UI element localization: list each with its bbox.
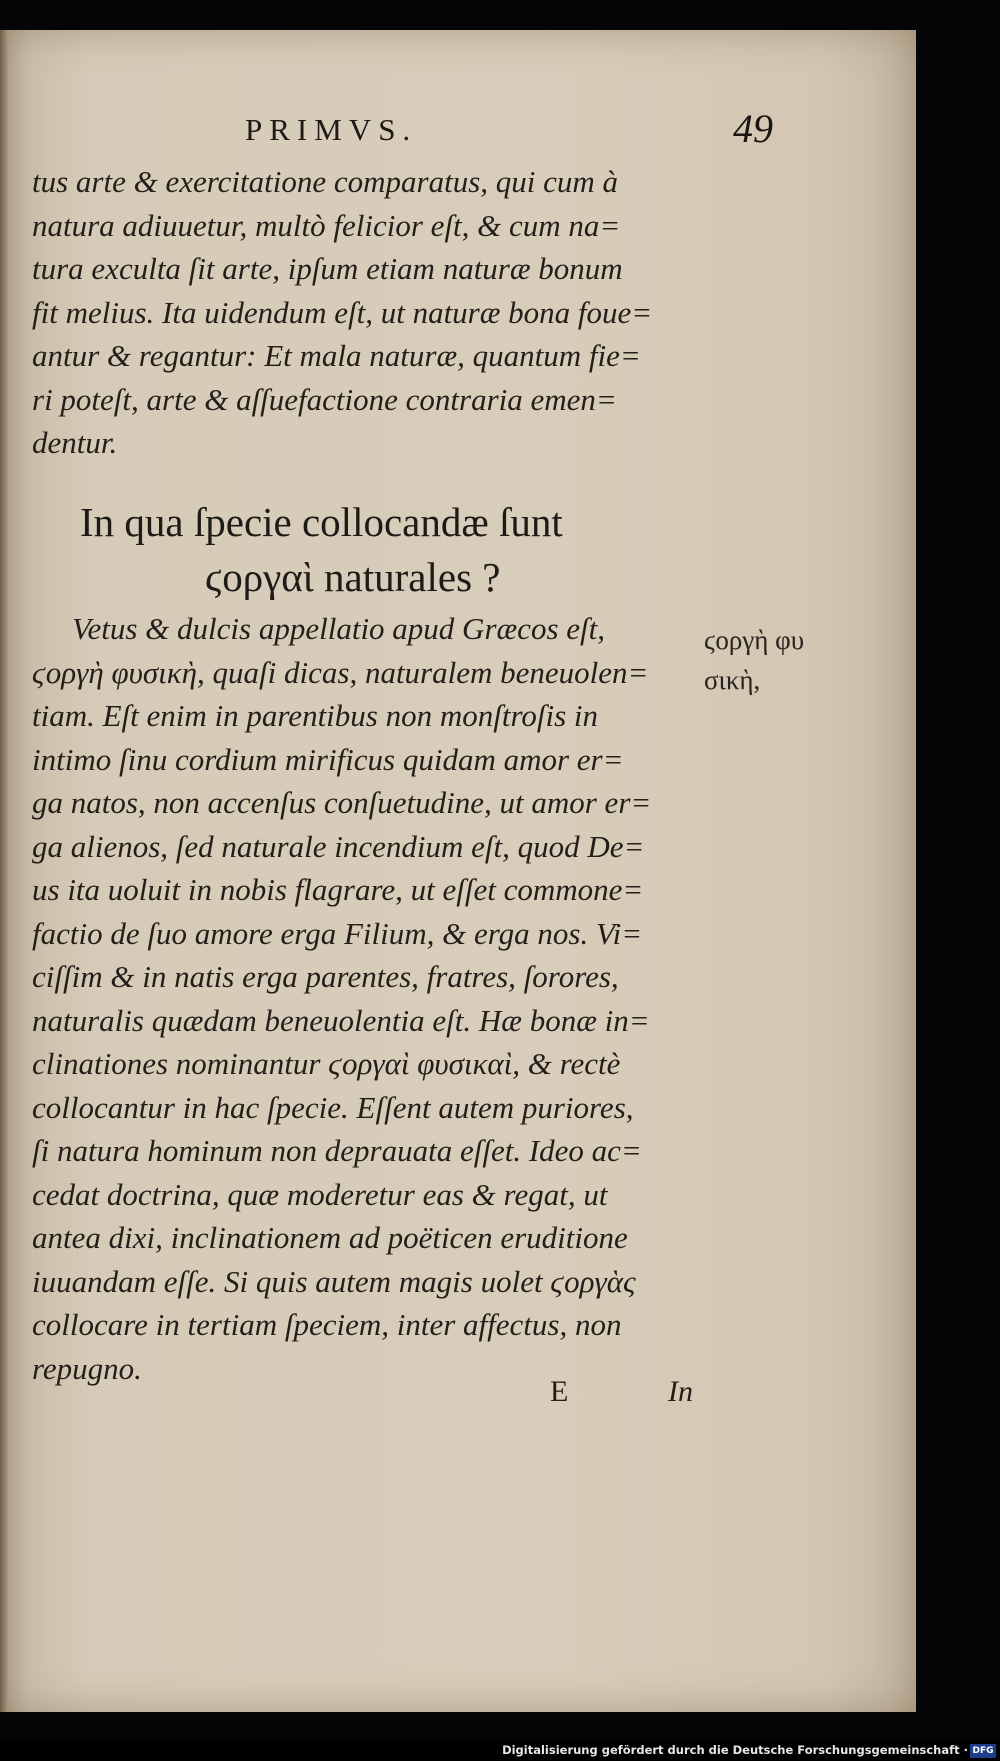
page-gutter-edge xyxy=(0,30,8,1712)
text-line: iuuandam eſſe. Si quis autem magis uolet ϛοργὰς xyxy=(32,1263,636,1299)
signature-mark: E xyxy=(550,1375,569,1408)
marginal-line: ϛοργὴ φυ xyxy=(704,625,805,655)
text-line: antur & regantur: Et mala naturæ, quantum fie= xyxy=(32,338,641,373)
text-line: ga natos, non accenſus conſuetudine, ut amor er= xyxy=(32,785,652,820)
text-line: tura exculta ſit arte, ipſum etiam naturæ bonum xyxy=(32,251,623,286)
page-number: 49 xyxy=(733,106,773,151)
text-line: ciſſim & in natis erga parentes, fratres, ſorores, xyxy=(32,959,619,994)
text-line: tiam. Eſt enim in parentibus non monſtroſis in xyxy=(32,698,599,733)
text-line: ſi natura hominum non deprauata eſſet. Ideo ac= xyxy=(32,1133,642,1168)
text-line: ga alienos, ſed naturale incendium eſt, quod De= xyxy=(32,828,645,864)
marginal-note xyxy=(704,620,904,700)
heading-line: In qua ſpecie collocandæ ſunt xyxy=(80,499,563,545)
text-line: collocantur in hac ſpecie. Eſſent autem puriores, xyxy=(32,1089,634,1125)
running-head: PRIMVS. xyxy=(245,112,418,147)
footer-bar xyxy=(0,1741,1000,1761)
catchword: In xyxy=(668,1375,693,1408)
text-line: naturalis quædam beneuolentia eſt. Hæ bonæ in= xyxy=(32,1002,650,1038)
section-heading xyxy=(80,495,680,605)
heading-line: ϛοργαὶ naturales ? xyxy=(205,554,501,600)
text-line: intimo ſinu cordium mirificus quidam amor er= xyxy=(32,741,624,777)
text-line: factio de ſuo amore erga Filium, & erga nos. Vi= xyxy=(32,915,643,951)
text-line: antea dixi, inclinationem ad poëticen eruditione xyxy=(32,1220,628,1255)
dfg-logo-icon: DFG xyxy=(970,1744,996,1758)
text-line: Vetus & dulcis appellatio apud Græcos eſt, xyxy=(72,611,605,646)
text-line: fit melius. Ita uidendum eſt, ut naturæ bona foue= xyxy=(32,294,653,330)
paragraph-main xyxy=(32,607,704,1390)
text-line: cedat doctrina, quæ moderetur eas & regat, ut xyxy=(32,1176,608,1212)
text-line: clinationes nominantur ϛοργαὶ φυσικαὶ, & rectè xyxy=(32,1046,621,1081)
funding-credit: Digitalisierung gefördert durch die Deutsche Forschungsgemeinschaft · xyxy=(502,1743,968,1757)
marginal-line: σικὴ, xyxy=(704,665,761,695)
text-line: tus arte & exercitatione comparatus, qui cum à xyxy=(32,164,619,199)
text-line: ϛοργὴ φυσικὴ, quaſi dicas, naturalem beneuolen= xyxy=(32,654,649,690)
text-line: us ita uoluit in nobis flagrare, ut eſſet commone= xyxy=(32,872,644,907)
text-line: ri poteſt, arte & aſſuefactione contraria emen= xyxy=(32,381,617,417)
text-line: dentur. xyxy=(32,425,118,460)
text-line: repugno. xyxy=(32,1350,142,1386)
paragraph-continuation xyxy=(32,160,704,465)
text-line: collocare in tertiam ſpeciem, inter affectus, non xyxy=(32,1307,622,1342)
text-line: natura adiuuetur, multò felicior eſt, & cum na= xyxy=(32,207,621,243)
